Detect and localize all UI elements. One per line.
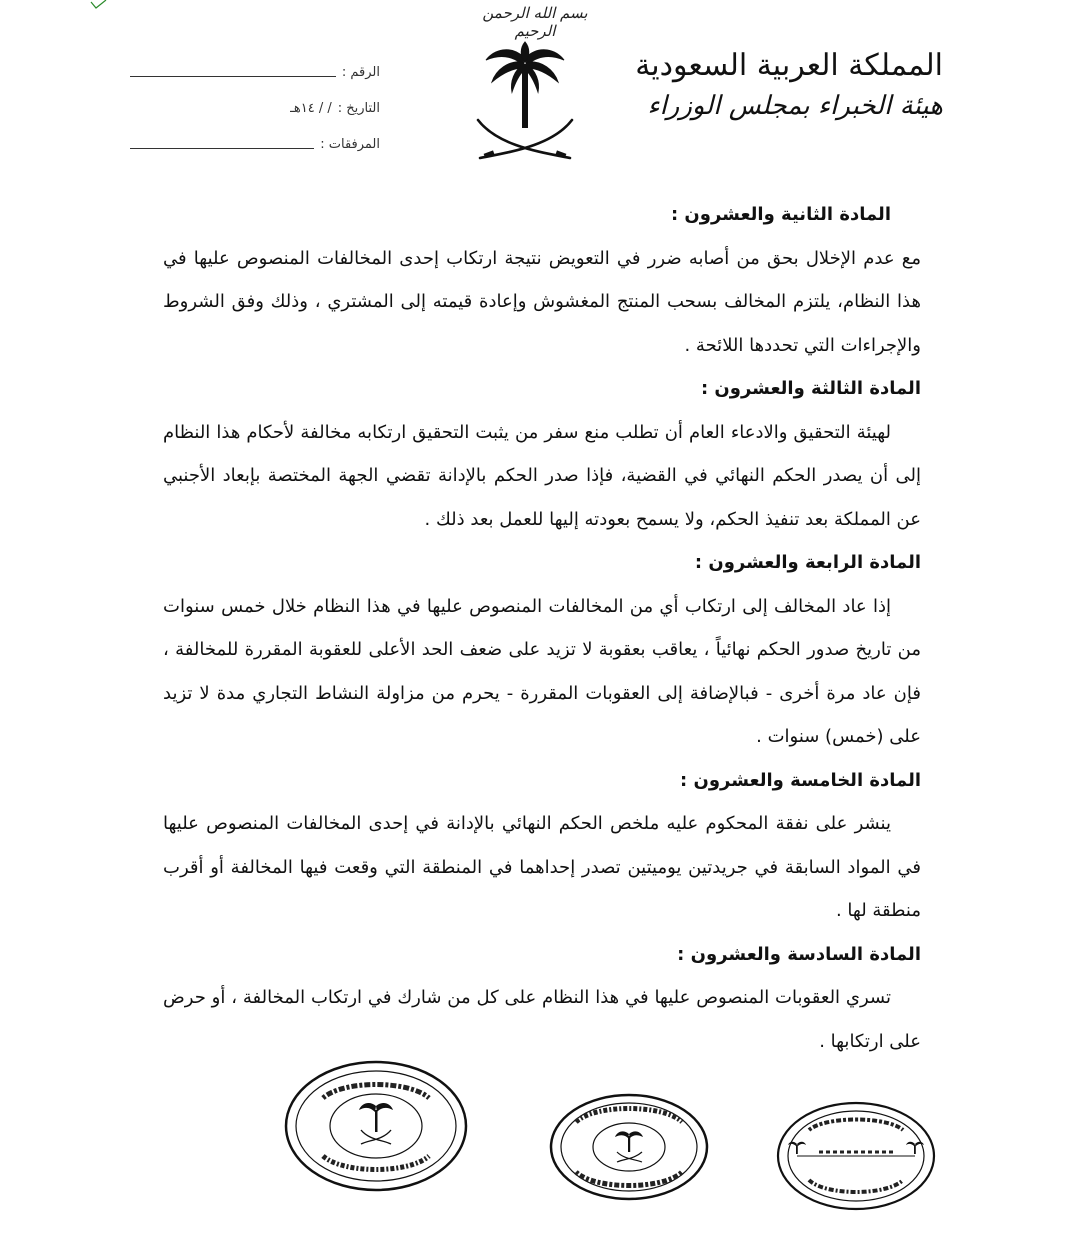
attachments-line xyxy=(130,148,314,149)
experts-commission-seal-icon xyxy=(283,1058,469,1194)
article-22-title: المادة الثانية والعشرون : xyxy=(670,204,891,225)
document-body xyxy=(163,193,921,1063)
date-value: / / ١٤هـ xyxy=(290,100,332,116)
reference-row xyxy=(130,54,380,90)
attachments-label: المرفقات : xyxy=(320,136,380,152)
attachments-row xyxy=(130,126,380,162)
date-row xyxy=(130,90,380,126)
article-26-title: المادة السادسة والعشرون : xyxy=(677,943,921,965)
council-secretariat-seal-icon xyxy=(548,1092,710,1202)
article-23-text: لهيئة التحقيق والادعاء العام أن تطلب منع سفر من يثبت التحقيق ارتكابه مخالفة لأحكام هذا النظام إلى أن يصدر الحكم النهائي في القضية، فإذا صدر الحكم بالإدانة تقضي الجهة المختصة بإبعاد الأجنبي عن المملكة بعد تنفيذ الحكم، ولا يسمح بعودته إليها للعمل بعد ذلك . xyxy=(163,421,921,530)
basmala: بسم الله الرحمن الرحيم xyxy=(482,4,588,40)
cabinet-diwan-seal-icon xyxy=(775,1100,937,1212)
article-25-text: ينشر على نفقة المحكوم عليه ملخص الحكم النهائي بالإدانة في إحدى المخالفات المنصوص عليها في المواد السابقة في جريدتين يوميتين تصدر إحداهما في المنطقة التي وقعت فيها المخالفة أو أقرب منطقة لها . xyxy=(163,813,921,921)
org-name-line2: هيئة الخبراء بمجلس الوزراء xyxy=(647,91,943,121)
article-23-title: المادة الثالثة والعشرون : xyxy=(700,378,921,399)
reference-line xyxy=(130,76,336,77)
letter-reference-block xyxy=(130,54,380,162)
date-label: التاريخ : xyxy=(337,100,380,116)
article-26-text: تسري العقوبات المنصوص عليها في هذا النظام على كل من شارك في ارتكاب المخالفة ، أو حرض على ارتكابها . xyxy=(163,987,921,1052)
article-24-title: المادة الرابعة والعشرون : xyxy=(694,552,921,573)
corner-mark xyxy=(90,0,108,10)
reference-label: الرقم : xyxy=(341,64,380,80)
palm-swords-emblem-icon xyxy=(470,38,580,173)
article-22-text: مع عدم الإخلال بحق من أصابه ضرر في التعويض نتيجة ارتكاب إحدى المخالفات المنصوص عليها في هذا النظام، يلتزم المخالف بسحب المنتج المغشوش وإعادة قيمته إلى المشتري ، وذلك وفق الشروط والإجراءات التي تحددها اللائحة . xyxy=(163,247,921,356)
article-24-text: إذا عاد المخالف إلى ارتكاب أي من المخالفات المنصوص عليها في هذا النظام خلال خمس سنوات من تاريخ صدور الحكم نهائياً ، يعاقب بعقوبة لا تزيد على ضعف الحد الأعلى للعقوبة المقررة للمخالفة ، فإن عاد مرة أخرى - فبالإضافة إلى العقوبات المقررة - يحرم من مزاولة النشاط التجاري مدة لا تزيد على (خمس) سنوات . xyxy=(163,595,921,747)
article-25-title: المادة الخامسة والعشرون : xyxy=(680,769,921,791)
letterhead-organization xyxy=(635,46,943,126)
org-name-line1: المملكة العربية السعودية xyxy=(635,48,943,83)
